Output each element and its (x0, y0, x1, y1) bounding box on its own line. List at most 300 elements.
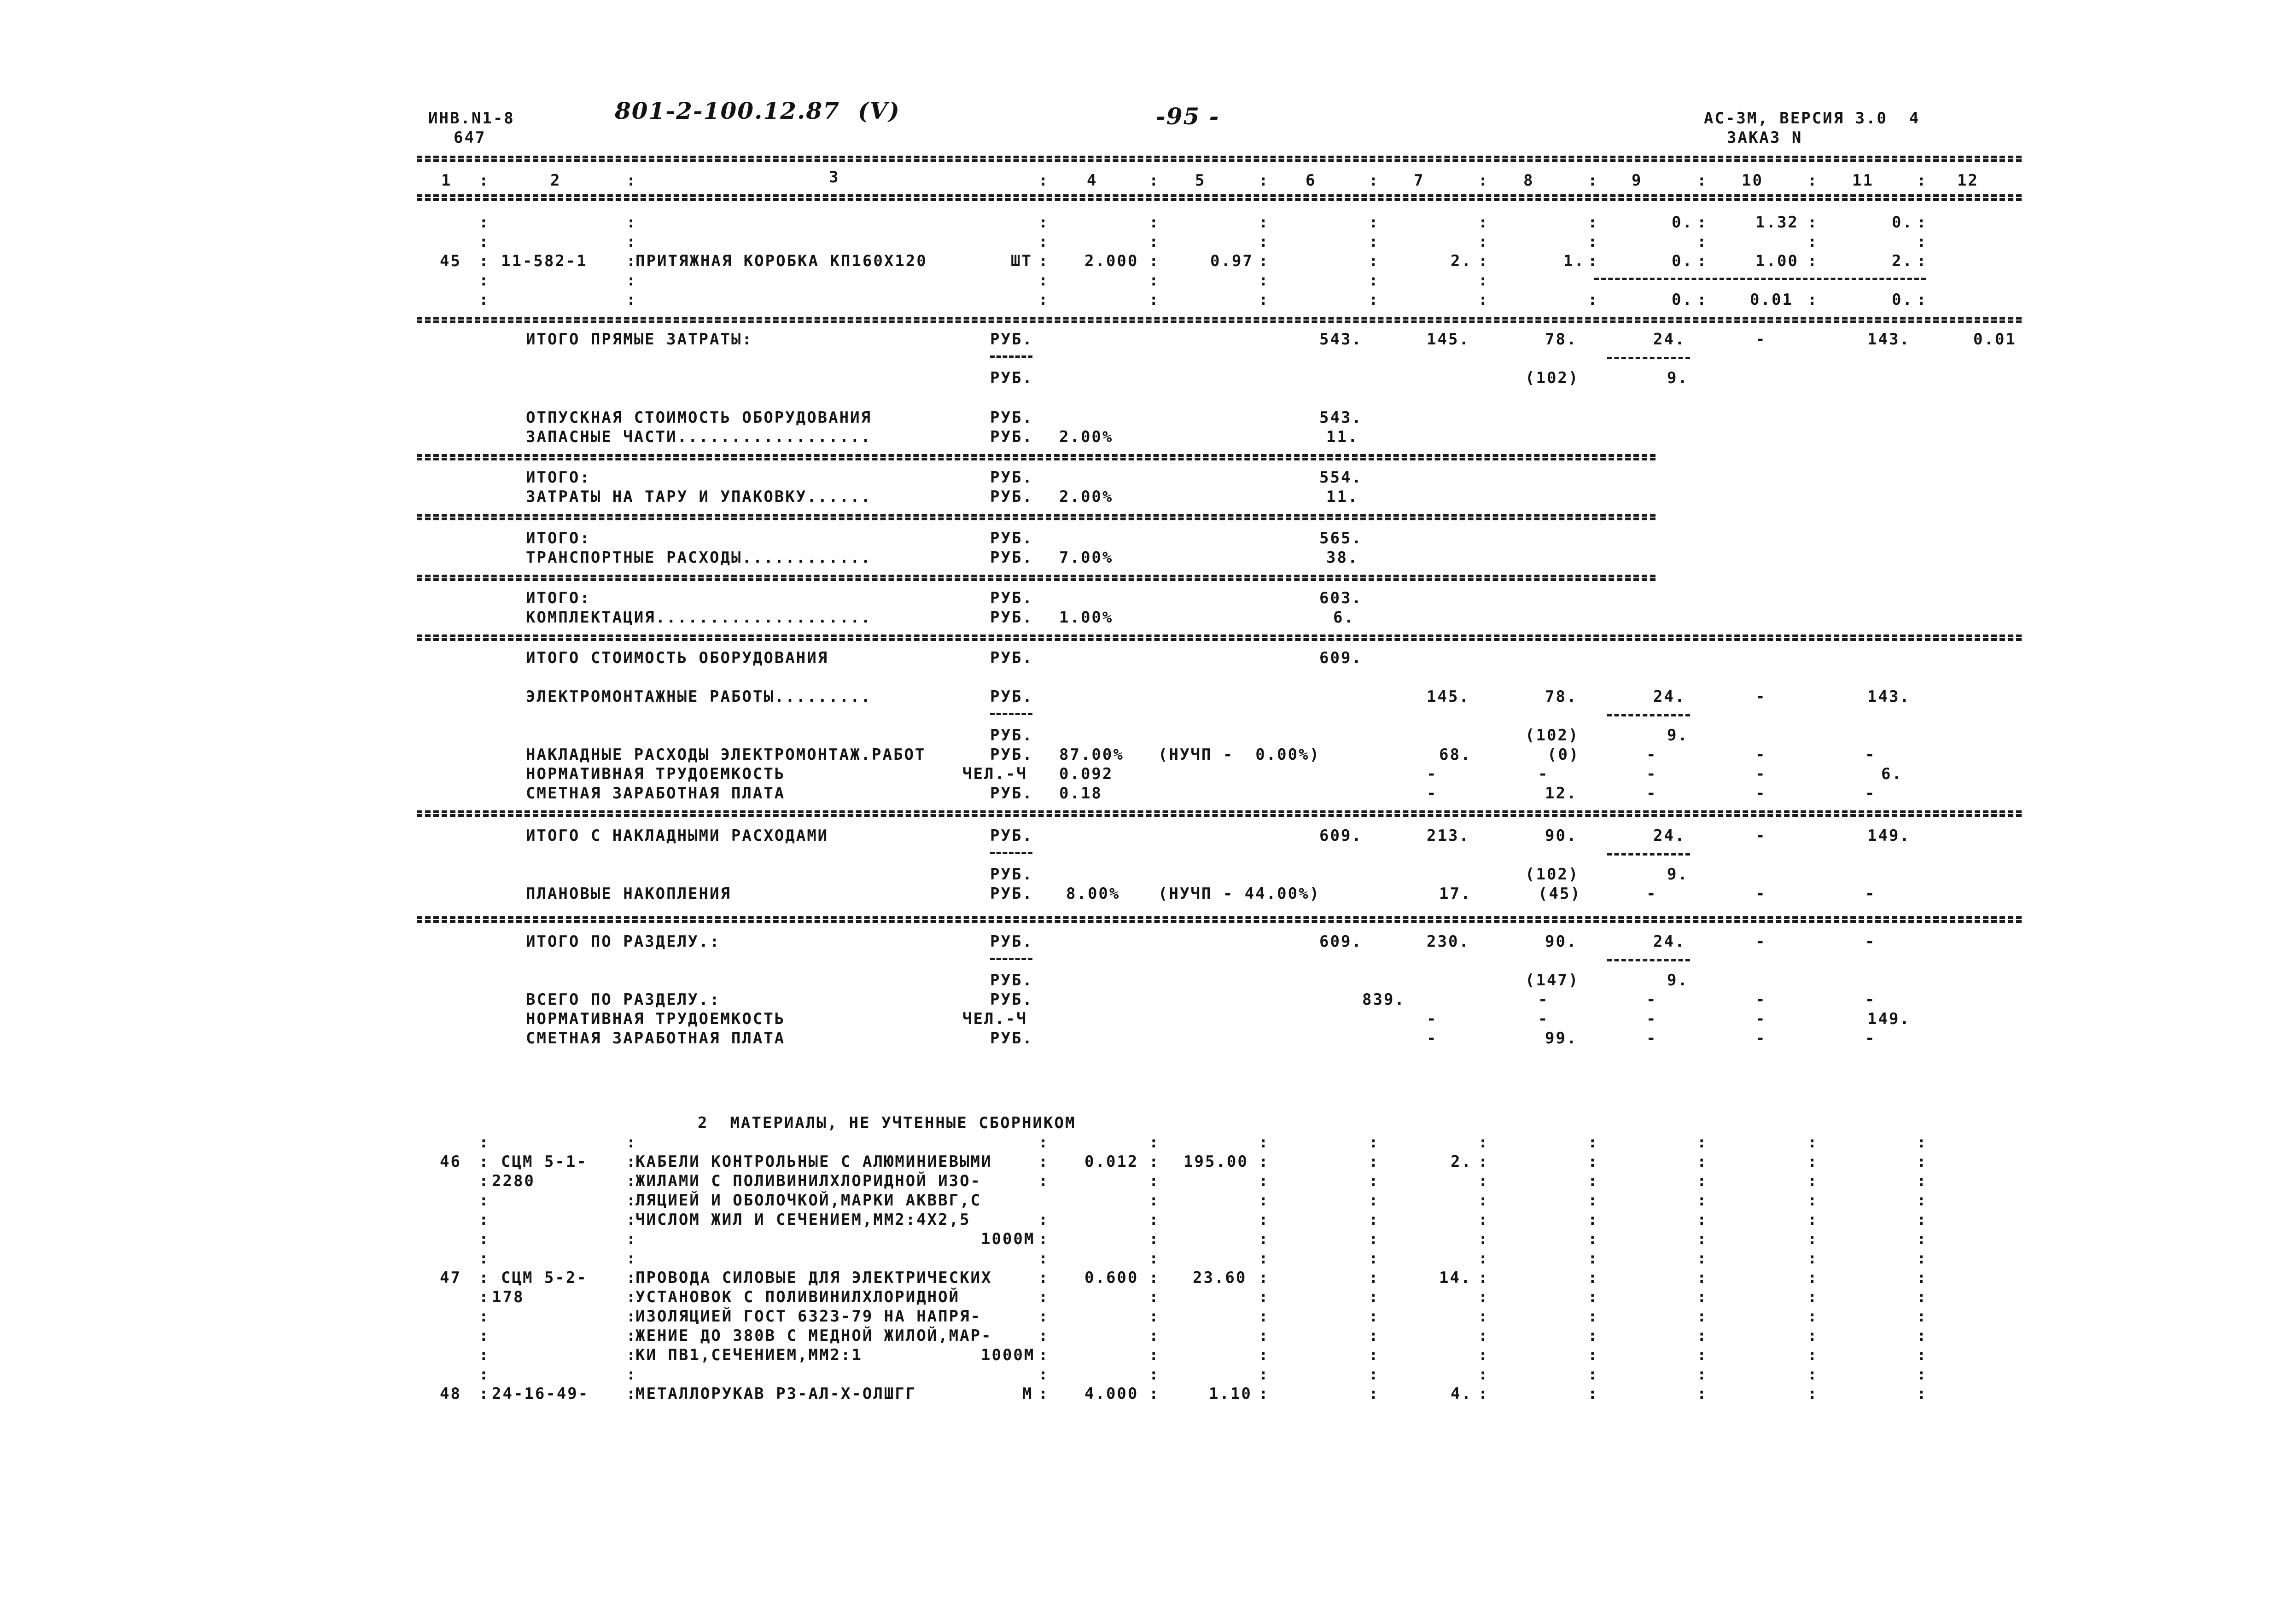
col-sep: : (626, 252, 637, 270)
col-sep: : (1259, 1191, 1270, 1210)
col-8: 8 (1523, 171, 1534, 190)
item-description-line: КАБЕЛИ КОНТРОЛЬНЫЕ С АЛЮМИНИЕВЫМИ (635, 1153, 992, 1171)
col-sep: : (1038, 1365, 1049, 1384)
col-sep: : (479, 1172, 490, 1190)
col-2: 2 (550, 171, 561, 190)
col-1: 1 (441, 171, 452, 190)
col-9: 9 (1632, 171, 1643, 190)
item-description-line: ЛЯЦИЕЙ И ОБОЛОЧКОЙ,МАРКИ АКВВГ,С (635, 1191, 982, 1210)
section-labor-col9: - (1646, 1010, 1657, 1028)
block-divider (417, 514, 1656, 517)
spare-parts-unit: РУБ. (990, 428, 1033, 446)
col-sep: : (1697, 1249, 1708, 1268)
col-sep: : (1369, 1327, 1380, 1345)
col-sep: : (1478, 1172, 1489, 1190)
item-description-line: ЖИЛАМИ С ПОЛИВИНИЛХЛОРИДНОЙ ИЗО- (635, 1172, 982, 1190)
col-sep: : (1478, 252, 1489, 270)
col-sep: : (1478, 1191, 1489, 1210)
col-sep: : (626, 213, 637, 232)
completion-label: КОМПЛЕКТАЦИЯ.................... (526, 608, 872, 627)
col-sep: : (1038, 233, 1049, 251)
col-sep: : (1149, 1288, 1160, 1306)
overhead-label: НАКЛАДНЫЕ РАСХОДЫ ЭЛЕКТРОМОНТАЖ.РАБОТ (526, 745, 926, 764)
col-sep: : (626, 1346, 637, 1364)
col-sep: : (1807, 1385, 1819, 1403)
col-sep: : (1588, 1133, 1599, 1152)
subtotal-value: 554. (1319, 468, 1363, 487)
item-unit: 1000М (981, 1346, 1035, 1364)
subtotal-label: ИТОГО: (526, 468, 591, 487)
col-sep: : (1038, 252, 1049, 270)
col-sep: : (1149, 1230, 1160, 1248)
col-sep: : (1478, 213, 1489, 232)
col-sep: : (1369, 213, 1380, 232)
overhead-col10: - (1755, 745, 1766, 764)
col-sep: : (1807, 1346, 1819, 1364)
col-12: 12 (1957, 171, 1979, 190)
col-sep: : (1807, 1191, 1819, 1210)
col-11: 11 (1852, 171, 1874, 190)
item-quantity: 0.600 (1084, 1269, 1139, 1287)
col-sep: : (1697, 1288, 1708, 1306)
col-sep: : (479, 233, 490, 251)
grand-section-total-col6: 839. (1362, 990, 1405, 1009)
item-description-line: ЧИСЛОМ ЖИЛ И СЕЧЕНИЕМ,ММ2:4Х2,5 (635, 1211, 971, 1229)
col-sep: : (626, 1327, 637, 1345)
spare-parts-label: ЗАПАСНЫЕ ЧАСТИ.................. (526, 428, 872, 446)
item-name: ПРИТЯЖНАЯ КОРОБКА КП160Х120 (635, 252, 927, 270)
item-code: СЦМ 5-1- (501, 1153, 588, 1171)
grand-section-total-label: ВСЕГО ПО РАЗДЕЛУ.: (526, 990, 721, 1009)
transport-label: ТРАНСПОРТНЫЕ РАСХОДЫ............ (526, 548, 872, 567)
col-sep: : (1807, 1172, 1819, 1190)
item-quantity: 4.000 (1084, 1385, 1139, 1403)
section-labor-col10: - (1755, 1010, 1766, 1028)
labor-label: НОРМАТИВНАЯ ТРУДОЕМКОСТЬ (526, 765, 786, 783)
col-sep: : (1697, 233, 1708, 251)
col-sep: : (1697, 1191, 1708, 1210)
col-3: 3 (829, 168, 840, 186)
col-sep: : (1259, 1133, 1270, 1152)
packaging-label: ЗАТРАТЫ НА ТАРУ И УПАКОВКУ...... (526, 488, 872, 506)
section-wage-col8: 99. (1545, 1029, 1578, 1048)
spare-parts-value: 11. (1326, 428, 1359, 446)
col-sep: : (1149, 1307, 1160, 1326)
item-quantity: 0.012 (1084, 1153, 1139, 1171)
section-total-unit: РУБ. (990, 932, 1033, 951)
block-divider (417, 575, 1656, 577)
col-sep: : (1807, 171, 1819, 190)
col-10: 10 (1742, 171, 1763, 190)
col-sep: : (1807, 1269, 1819, 1287)
electro-col10: - (1755, 687, 1766, 706)
completion-percent: 1.00% (1059, 608, 1113, 627)
col-sep: : (1038, 291, 1049, 309)
col-sep: : (1259, 1230, 1270, 1248)
col-sep: : (1588, 291, 1599, 309)
col-sep: : (1149, 291, 1160, 309)
col-sep: : (1917, 1191, 1928, 1210)
block-divider-2 (417, 578, 1656, 581)
section-total-label: ИТОГО ПО РАЗДЕЛУ.: (526, 932, 721, 951)
item-col7: 2. (1451, 252, 1472, 270)
col-sep: : (626, 171, 637, 190)
item-price: 23.60 (1193, 1269, 1247, 1287)
summary-col9-b: 9. (1667, 369, 1689, 387)
completion-unit: РУБ. (990, 608, 1033, 627)
col-sep: : (1259, 1346, 1270, 1364)
planned-savings-col8: (45) (1538, 885, 1581, 903)
col-sep: : (479, 1211, 490, 1229)
col-sep: : (1038, 1269, 1049, 1287)
col-sep: : (479, 1288, 490, 1306)
item-description-line: КИ ПВ1,СЕЧЕНИЕМ,ММ2:1 (635, 1346, 863, 1364)
col-sep: : (1259, 1327, 1270, 1345)
col-sep: : (1588, 1288, 1599, 1306)
item-code-2: 178 (492, 1288, 525, 1306)
with-overhead-col9: 24. (1653, 827, 1686, 845)
col-sep: : (1588, 171, 1599, 190)
labor-col8: - (1538, 765, 1549, 783)
summary-col6: 543. (1319, 330, 1363, 349)
order-number: ЗАКАЗ N (1727, 128, 1803, 147)
col-sep: : (479, 1230, 490, 1248)
page-number: -95 - (1156, 103, 1220, 130)
packaging-value: 11. (1326, 488, 1359, 506)
col-sep: : (1038, 1211, 1049, 1229)
item-unit: 1000М (981, 1230, 1035, 1248)
with-overhead-unit: РУБ. (990, 827, 1033, 845)
section-total-col9-b: 9. (1667, 971, 1689, 990)
col-sep: : (1588, 1153, 1599, 1171)
col-sep: : (1697, 1211, 1708, 1229)
col-sep: : (1697, 252, 1708, 270)
col-sep: : (1588, 1327, 1599, 1345)
item-col10-top: 1.32 (1755, 213, 1799, 232)
col-sep: : (1478, 291, 1489, 309)
col-sep: : (1478, 171, 1489, 190)
col-sep: : (1369, 171, 1380, 190)
equipment-total-label: ИТОГО СТОИМОСТЬ ОБОРУДОВАНИЯ (526, 649, 829, 667)
with-overhead-col9-b: 9. (1667, 865, 1689, 884)
document-code: 801-2-100.12.87 (V) (615, 97, 900, 124)
row-divider (417, 317, 2022, 320)
col-sep: : (1478, 233, 1489, 251)
transport-unit: РУБ. (990, 548, 1033, 567)
col-sep: : (1478, 1288, 1489, 1306)
col-sep: : (1369, 1288, 1380, 1306)
col-sep: : (1259, 233, 1270, 251)
col-7: 7 (1414, 171, 1425, 190)
col-sep: : (1807, 1133, 1819, 1152)
wage-unit: РУБ. (990, 784, 1033, 803)
subtotal-label: ИТОГО: (526, 589, 591, 607)
item-unit: ШТ (1011, 252, 1032, 270)
electro-unit-2: РУБ. (990, 726, 1033, 745)
col-sep: : (1917, 1172, 1928, 1190)
section-labor-col11: 149. (1867, 1010, 1911, 1028)
labor-unit: ЧЕЛ.-Ч (962, 765, 1027, 783)
col-sep: : (1917, 252, 1928, 270)
col-sep: : (479, 213, 490, 232)
col-4: 4 (1087, 171, 1098, 190)
col-sep: : (1917, 213, 1928, 232)
inventory-number-2: 647 (454, 128, 486, 147)
col-sep: : (1369, 271, 1380, 290)
inventory-number: ИНВ.N1-8 (428, 109, 515, 128)
col-sep: : (1697, 1307, 1708, 1326)
col-sep: : (1149, 252, 1160, 270)
col-sep: : (1259, 213, 1270, 232)
col-sep: : (1588, 1346, 1599, 1364)
col-sep: : (1259, 1385, 1270, 1403)
col-sep: : (1478, 1249, 1489, 1268)
col-sep: : (1038, 1249, 1049, 1268)
col-sep: : (1807, 291, 1819, 309)
col-sep: : (1807, 1327, 1819, 1345)
col-sep: : (1149, 1327, 1160, 1345)
unit-underline (990, 958, 1032, 960)
section-wage-col7: - (1427, 1029, 1438, 1048)
col-sep: : (1588, 1191, 1599, 1210)
grand-section-total-col8: - (1538, 990, 1549, 1009)
item-col11-mid: 2. (1892, 252, 1913, 270)
equipment-total-unit: РУБ. (990, 649, 1033, 667)
overhead-note: (НУЧП - 0.00%) (1158, 745, 1321, 764)
section-wage-col11: - (1865, 1029, 1876, 1048)
col-sep: : (479, 252, 490, 270)
col-sep: : (1149, 171, 1160, 190)
col-sep: : (1149, 1269, 1160, 1287)
equipment-total-value: 609. (1319, 649, 1363, 667)
item-code-2: 2280 (492, 1172, 535, 1190)
summary-unit-2: РУБ. (990, 369, 1033, 387)
section-total-col11: - (1865, 932, 1876, 951)
item-col7: 2. (1451, 1153, 1472, 1171)
col-sep: : (626, 1365, 637, 1384)
col-sep: : (1697, 1230, 1708, 1248)
col-sep: : (1807, 1153, 1819, 1171)
summary-col9: 24. (1653, 330, 1686, 349)
overhead-col11: - (1865, 745, 1876, 764)
grand-section-total-col10: - (1755, 990, 1766, 1009)
col-sep: : (1259, 1249, 1270, 1268)
section-labor-col8: - (1538, 1010, 1549, 1028)
col-sep: : (479, 171, 490, 190)
col-sep: : (1588, 252, 1599, 270)
wage-label: СМЕТНАЯ ЗАРАБОТНАЯ ПЛАТА (526, 784, 786, 803)
col-sep: : (1038, 1307, 1049, 1326)
overhead-col8: (0) (1547, 745, 1580, 764)
electro-label: ЭЛЕКТРОМОНТАЖНЫЕ РАБОТЫ......... (526, 687, 872, 706)
grand-section-total-col11: - (1865, 990, 1876, 1009)
row-divider (417, 810, 2022, 813)
col-sep: : (1149, 233, 1160, 251)
col-sep: : (1697, 291, 1708, 309)
col-sep: : (1478, 1230, 1489, 1248)
subtotal-value: 565. (1319, 529, 1363, 547)
completion-value: 6. (1333, 608, 1355, 627)
packaging-unit: РУБ. (990, 488, 1033, 506)
col-sep: : (1149, 1191, 1160, 1210)
with-overhead-col6: 609. (1319, 827, 1363, 845)
item-number: 45 (440, 252, 461, 270)
col-sep: : (1038, 1230, 1049, 1248)
electro-col9: 24. (1653, 687, 1686, 706)
col-sep: : (479, 1133, 490, 1152)
col-sep: : (1369, 1230, 1380, 1248)
with-overhead-col8-b: (102) (1525, 865, 1580, 884)
planned-savings-unit: РУБ. (990, 885, 1033, 903)
col-sep: : (1588, 1307, 1599, 1326)
col-sep: : (1697, 1327, 1708, 1345)
col-sep: : (1588, 1269, 1599, 1287)
col-sep: : (1259, 1172, 1270, 1190)
packaging-percent: 2.00% (1059, 488, 1113, 506)
value-underline (1607, 959, 1690, 961)
grand-section-total-col9: - (1646, 990, 1657, 1009)
col-sep: : (626, 1191, 637, 1210)
item-price: 195.00 (1183, 1153, 1248, 1171)
col-sep: : (1807, 252, 1819, 270)
col-sep: : (479, 1327, 490, 1345)
summary-label: ИТОГО ПРЯМЫЕ ЗАТРАТЫ: (526, 330, 753, 349)
labor-col10: - (1755, 765, 1766, 783)
labor-col9: - (1646, 765, 1657, 783)
item-code: 11-582-1 (501, 252, 588, 270)
col-sep: : (479, 1269, 490, 1287)
block-divider-2 (417, 518, 1656, 520)
section-total-col9: 24. (1653, 932, 1686, 951)
transport-percent: 7.00% (1059, 548, 1113, 567)
item-col11-bot: 0. (1892, 291, 1913, 309)
row-divider (417, 916, 2022, 919)
planned-savings-note: (НУЧП - 44.00%) (1158, 885, 1321, 903)
col-sep: : (1478, 1307, 1489, 1326)
col-sep: : (1697, 1133, 1708, 1152)
table-top-border-2 (417, 159, 2022, 162)
overhead-col9: - (1646, 745, 1657, 764)
planned-savings-col7: 17. (1439, 885, 1472, 903)
row-divider (417, 634, 2022, 637)
wage-col8: 12. (1545, 784, 1578, 803)
section-wage-unit: РУБ. (990, 1029, 1033, 1048)
section-total-col7: 230. (1427, 932, 1470, 951)
col-sep: : (1917, 1133, 1928, 1152)
unit-underline (990, 713, 1032, 715)
overhead-unit: РУБ. (990, 745, 1033, 764)
planned-savings-percent: 8.00% (1066, 885, 1120, 903)
col-sep: : (1917, 1249, 1928, 1268)
col-5: 5 (1195, 171, 1206, 190)
col-sep: : (1588, 213, 1599, 232)
col-sep: : (479, 291, 490, 309)
electro-col9-b: 9. (1667, 726, 1689, 745)
item-col11-top: 0. (1892, 213, 1913, 232)
col-sep: : (1588, 233, 1599, 251)
equipment-label: ОТПУСКНАЯ СТОИМОСТЬ ОБОРУДОВАНИЯ (526, 408, 872, 427)
col-sep: : (1588, 1365, 1599, 1384)
planned-savings-label: ПЛАНОВЫЕ НАКОПЛЕНИЯ (526, 885, 731, 903)
col-sep: : (1369, 1385, 1380, 1403)
col-sep: : (1038, 1288, 1049, 1306)
item-number: 47 (440, 1269, 461, 1287)
planned-savings-col9: - (1646, 885, 1657, 903)
electro-col8-b: (102) (1525, 726, 1580, 745)
col-sep: : (1917, 1230, 1928, 1248)
col-sep: : (1369, 1249, 1380, 1268)
col-6: 6 (1306, 171, 1317, 190)
col-sep: : (1259, 1365, 1270, 1384)
materials-section-heading: 2 МАТЕРИАЛЫ, НЕ УЧТЕННЫЕ СБОРНИКОМ (698, 1114, 1076, 1132)
section-wage-col10: - (1755, 1029, 1766, 1048)
col-sep: : (1807, 1211, 1819, 1229)
electro-unit: РУБ. (990, 687, 1033, 706)
col-sep: : (1478, 1133, 1489, 1152)
col-sep: : (1917, 1307, 1928, 1326)
col-sep: : (1259, 1307, 1270, 1326)
col-sep: : (479, 1385, 490, 1403)
labor-col11: 6. (1881, 765, 1903, 783)
col-sep: : (1369, 1346, 1380, 1364)
col-sep: : (1259, 291, 1270, 309)
value-underline (1607, 357, 1690, 359)
col-sep: : (1917, 1346, 1928, 1364)
summary-col8-b: (102) (1525, 369, 1580, 387)
col-sep: : (1259, 1211, 1270, 1229)
section-total-col8: 90. (1545, 932, 1578, 951)
transport-value: 38. (1326, 548, 1359, 567)
with-overhead-col8: 90. (1545, 827, 1578, 845)
table-top-border (417, 156, 2022, 158)
with-overhead-label: ИТОГО С НАКЛАДНЫМИ РАСХОДАМИ (526, 827, 829, 845)
col-sep: : (1369, 1211, 1380, 1229)
col-sep: : (479, 1307, 490, 1326)
col-sep: : (479, 1365, 490, 1384)
section-total-col6: 609. (1319, 932, 1363, 951)
col-sep: : (1697, 1269, 1708, 1287)
summary-col7: 145. (1427, 330, 1470, 349)
col-sep: : (1259, 1153, 1270, 1171)
unit-underline (990, 355, 1032, 358)
col-sep: : (626, 1385, 637, 1403)
col-sep: : (626, 233, 637, 251)
col-sep: : (1369, 1133, 1380, 1152)
col-sep: : (1697, 1385, 1708, 1403)
col-sep: : (1917, 1288, 1928, 1306)
col-sep: : (626, 1269, 637, 1287)
col-sep: : (1478, 1385, 1489, 1403)
value-underline (1607, 853, 1690, 856)
col-sep: : (1038, 271, 1049, 290)
summary-col12: 0.01 (1973, 330, 2017, 349)
col-sep: : (1917, 291, 1928, 309)
col-sep: : (1697, 1346, 1708, 1364)
col-sep: : (626, 1307, 637, 1326)
header-border-2 (417, 198, 2022, 201)
with-overhead-col7: 213. (1427, 827, 1470, 845)
col-sep: : (479, 1346, 490, 1364)
col-sep: : (626, 1153, 637, 1171)
col-sep: : (1807, 1249, 1819, 1268)
wage-col11: - (1865, 784, 1876, 803)
col-sep: : (1807, 1365, 1819, 1384)
col-sep: : (1917, 1327, 1928, 1345)
section-total-col8-b: (147) (1525, 971, 1580, 990)
item-price: 1.10 (1209, 1385, 1252, 1403)
item-unit: М (1022, 1385, 1033, 1403)
software-version: АС-3М, ВЕРСИЯ 3.0 4 (1704, 109, 1920, 128)
